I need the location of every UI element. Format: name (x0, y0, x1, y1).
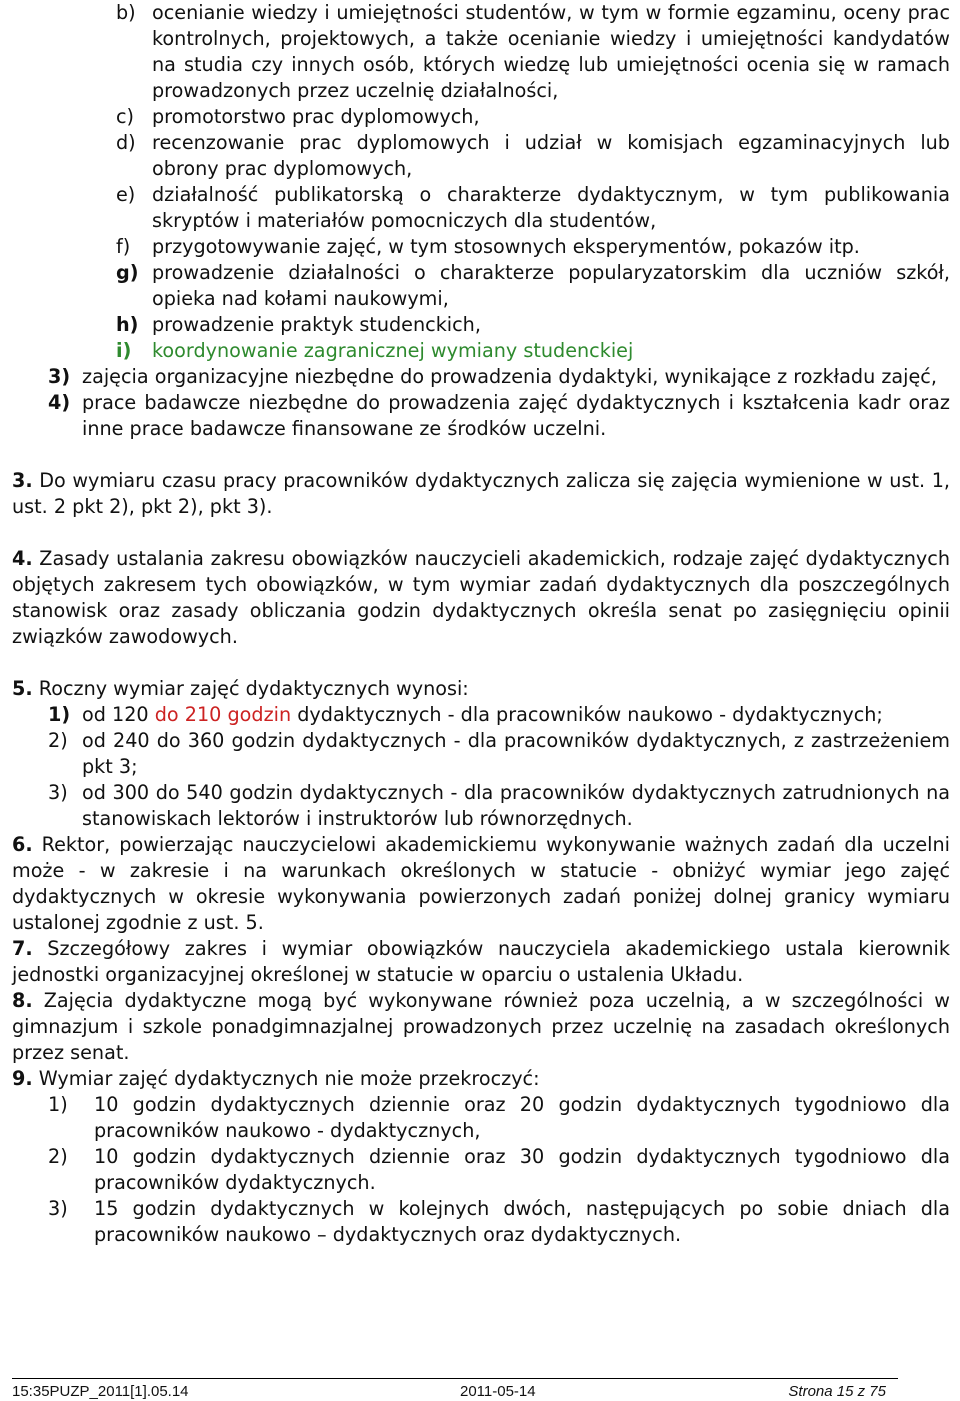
list-text: działalność publikatorską o charakterze dydaktycznym, w tym publikowania skryptów i materiałów pomocniczych dla studentów, (152, 183, 950, 232)
point-marker: 1) (48, 703, 71, 726)
section-text: Roczny wymiar zajęć dydaktycznych wynosi: (32, 677, 469, 700)
list-marker: f) (116, 235, 131, 258)
sec5-item-2 (12, 728, 950, 780)
section-number: 3. (12, 469, 33, 492)
list-item-h (12, 312, 950, 338)
point-text: od 240 do 360 godzin dydaktycznych - dla pracowników dydaktycznych, z zastrzeżeniem pkt 3; (82, 729, 950, 778)
sec9-item-1 (12, 1092, 950, 1144)
list-marker: i) (116, 339, 132, 362)
sec5-item-1 (12, 702, 950, 728)
section-text: Szczegółowy zakres i wymiar obowiązków nauczyciela akademickiego ustala kierownik jednostki organizacyjnej określonej w statucie w oparciu o ustalenia Układu. (12, 937, 950, 986)
point-text: zajęcia organizacyjne niezbędne do prowadzenia dydaktyki, wynikające z rozkładu zajęć, (82, 365, 937, 388)
section-text: Zasady ustalania zakresu obowiązków nauczycieli akademickich, rodzaje zajęć dydaktycznych objętych zakresem tych obowiązków, w tym wymiar zadań dydaktycznych dla poszczególnych stanowisk oraz zasady obliczania godzin dydaktycznych określa senat po zasięgnięciu opinii związków zawodowych. (12, 547, 950, 648)
point-marker: 3) (48, 1197, 68, 1220)
point-text: 10 godzin dydaktycznych dziennie oraz 20 godzin dydaktycznych tygodniowo dla pracowników naukowo - dydaktycznych, (94, 1093, 950, 1142)
point-marker: 4) (48, 391, 71, 414)
point-marker: 3) (48, 781, 68, 804)
document-body (12, 0, 950, 1248)
section-text: Do wymiaru czasu pracy pracowników dydaktycznych zalicza się zajęcia wymienione w ust. 1, ust. 2 pkt 2), pkt 2), pkt 3). (12, 469, 950, 518)
point-marker: 3) (48, 365, 71, 388)
list-marker: h) (116, 313, 139, 336)
list-item-e (12, 182, 950, 234)
point-marker: 1) (48, 1093, 68, 1116)
point-text: prace badawcze niezbędne do prowadzenia zajęć dydaktycznych i kształcenia kadr oraz inne prace badawcze finansowane ze środków uczelni. (82, 391, 950, 440)
section-6 (12, 832, 950, 936)
section-number: 4. (12, 547, 33, 570)
section-9 (12, 1066, 950, 1092)
list-item-d (12, 130, 950, 182)
list-item-i (12, 338, 950, 364)
list-marker: d) (116, 131, 136, 154)
sec5-item-3 (12, 780, 950, 832)
section-number: 7. (12, 937, 33, 960)
sec9-item-3 (12, 1196, 950, 1248)
list-marker: e) (116, 183, 136, 206)
point-3 (12, 364, 950, 390)
section-number: 5. (12, 677, 33, 700)
page-footer (12, 1378, 898, 1400)
list-item-c (12, 104, 950, 130)
section-5 (12, 676, 950, 702)
list-text: ocenianie wiedzy i umiejętności studentów, w tym w formie egzaminu, oceny prac kontrolnych, projektowych, a także ocenianie wiedzy i umiejętności kandydatów na studia czy innych osób, których wiedzę lub umiejętności ocenia się w ramach prowadzonych przez uczelnię działalności, (152, 1, 950, 102)
list-text: koordynowanie zagranicznej wymiany studenckiej (152, 339, 634, 362)
point-text: od 300 do 540 godzin dydaktycznych - dla pracowników dydaktycznych zatrudnionych na stanowiskach lektorów i instruktorów lub równorzędnych. (82, 781, 950, 830)
footer-filename: 15:35PUZP_2011[1].05.14 (12, 1383, 189, 1400)
list-marker: b) (116, 1, 136, 24)
section-3 (12, 468, 950, 520)
footer-date: 2011-05-14 (460, 1383, 536, 1400)
list-text: recenzowanie prac dyplomowych i udział w komisjach egzaminacyjnych lub obrony prac dyplomowych, (152, 131, 950, 180)
list-item-f (12, 234, 950, 260)
highlighted-text: do 210 godzin (154, 703, 292, 726)
list-text: promotorstwo prac dyplomowych, (152, 105, 480, 128)
footer-page-number: Strona 15 z 75 (788, 1383, 886, 1400)
point-text (82, 702, 950, 728)
section-4 (12, 546, 950, 650)
point-4 (12, 390, 950, 442)
point-marker: 2) (48, 729, 68, 752)
point-marker: 2) (48, 1145, 68, 1168)
point-text-start: od 120 (82, 703, 155, 726)
list-item-g (12, 260, 950, 312)
section-number: 6. (12, 833, 33, 856)
list-text: przygotowywanie zajęć, w tym stosownych eksperymentów, pokazów itp. (152, 235, 860, 258)
section-7 (12, 936, 950, 988)
section-8 (12, 988, 950, 1066)
sec9-item-2 (12, 1144, 950, 1196)
section-number: 9. (12, 1067, 33, 1090)
list-item-b (12, 0, 950, 104)
list-marker: g) (116, 261, 139, 284)
section-number: 8. (12, 989, 33, 1012)
point-text: 15 godzin dydaktycznych w kolejnych dwóch, następujących po sobie dniach dla pracowników naukowo – dydaktycznych oraz dydaktycznych. (94, 1197, 950, 1246)
section-text: Zajęcia dydaktyczne mogą być wykonywane również poza uczelnią, a w szczególności w gimnazjum i szkole ponadgimnazjalnej prowadzonych przez uczelnię na zasadach określonych przez senat. (12, 989, 950, 1064)
section-text: Wymiar zajęć dydaktycznych nie może przekroczyć: (32, 1067, 540, 1090)
section-text: Rektor, powierzając nauczycielowi akademickiemu wykonywanie ważnych zadań dla uczelni może - w zakresie i na warunkach określonych w statucie - obniżyć wymiar jego zajęć dydaktycznych w okresie wykonywania powierzonych zadań poniżej dolnej granicy wymiaru ustalonej zgodnie z ust. 5. (12, 833, 950, 934)
point-text-end: dydaktycznych - dla pracowników naukowo - dydaktycznych; (291, 703, 883, 726)
list-text: prowadzenie działalności o charakterze popularyzatorskim dla uczniów szkół, opieka nad kołami naukowymi, (152, 261, 950, 310)
list-marker: c) (116, 105, 135, 128)
point-text: 10 godzin dydaktycznych dziennie oraz 30 godzin dydaktycznych tygodniowo dla pracowników dydaktycznych. (94, 1145, 950, 1194)
list-text: prowadzenie praktyk studenckich, (152, 313, 481, 336)
